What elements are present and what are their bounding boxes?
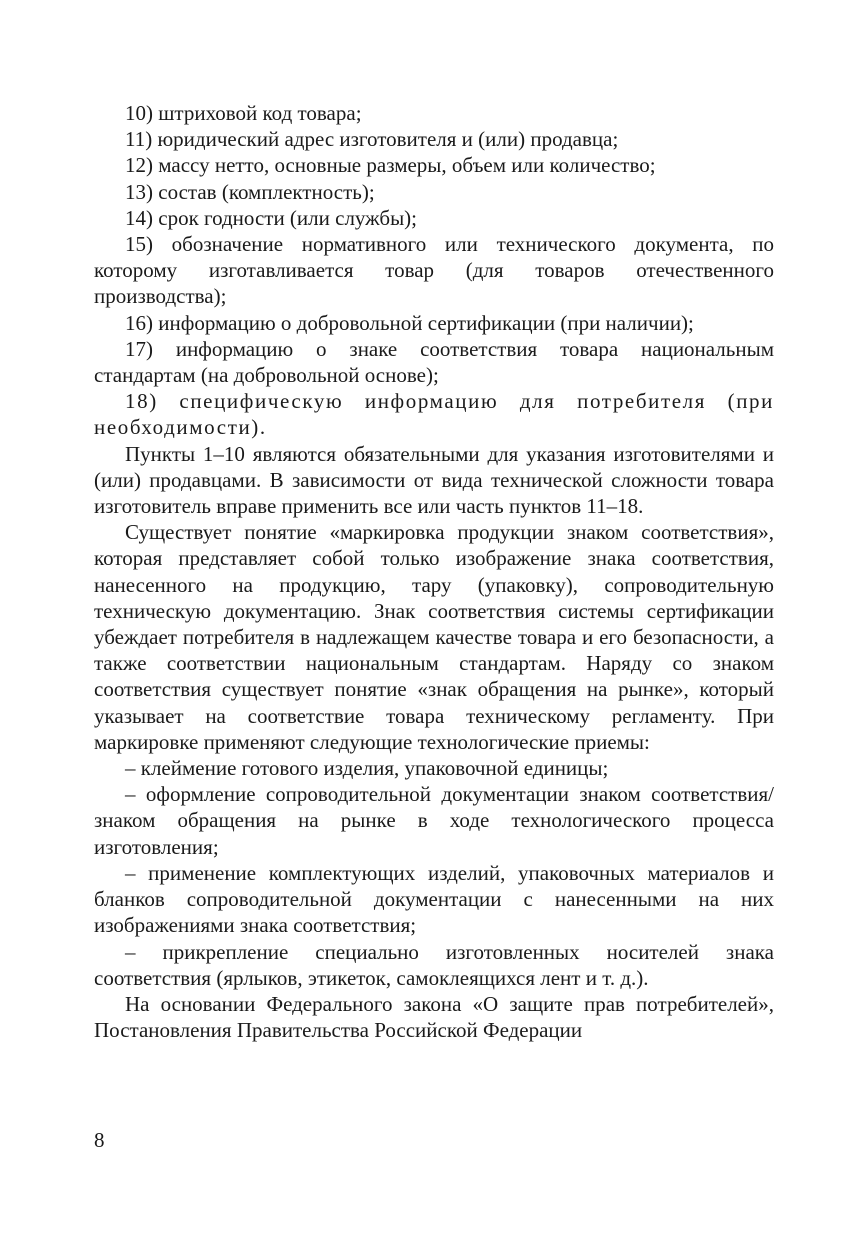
list-item-14: 14) срок годности (или службы); xyxy=(125,205,418,230)
dash-item-documentation: – оформление сопроводительной документации знаком соответствия/знаком обращения на рынке в ходе технологического процесса изготовления; xyxy=(94,782,774,859)
list-item-18: 18) специфическую информацию для потребителя (при необходимости). xyxy=(94,389,774,440)
dash-item-branding: – клеймение готового изделия, упаковочной единицы; xyxy=(125,756,609,781)
paragraph-mandatory-items: Пункты 1–10 являются обязательными для указания изготовителями и (или) продавцами. В зависимости от вида технической сложности товара изготовитель вправе применить все или часть пунктов 11–18. xyxy=(94,441,774,519)
list-item-10: 10) штриховой код товара; xyxy=(125,101,362,125)
dash-item-components: – применение комплектующих изделий, упаковочных материалов и бланков сопроводительной документации с нанесенными на них изображениями знака соответствия; xyxy=(94,860,774,938)
list-item-12: 12) массу нетто, основные размеры, объем или количество; xyxy=(125,153,656,178)
paragraph-marking-concept: Существует понятие «маркировка продукции знаком соответствия», которая представляет собой только изображение знака соответствия, нанесенного на продукцию, тару (упаковку), сопроводительную техническую документацию. Знак соответствия системы сертификации убеждает потребителя в надлежащем качестве товара и его безопасности, а также соответствии национальным стандартам. Наряду со знаком соответствия существует понятие «знак обращения на рынке», который указывает на соответствие товара техническому регламенту. При маркировке применяют следующие технологические приемы: xyxy=(94,520,774,754)
list-item-17: 17) информацию о знаке соответствия товара национальным стандартам (на добровольной основе); xyxy=(94,336,774,388)
list-item-11: 11) юридический адрес изготовителя и (или) продавца; xyxy=(125,127,619,152)
list-item-15: 15) обозначение нормативного или технического документа, по которому изготавливается товар (для товаров отечественного производства); xyxy=(94,232,774,309)
paragraph-federal-law: На основании Федерального закона «О защите прав потребителей», Постановления Правительства Российской Федерации xyxy=(94,991,774,1043)
page-number: 8 xyxy=(94,1128,105,1152)
list-item-16: 16) информацию о добровольной сертификации (при наличии); xyxy=(125,310,694,335)
page-body xyxy=(94,100,774,1043)
list-item-13: 13) состав (комплектность); xyxy=(125,179,375,204)
dash-item-labels: – прикрепление специально изготовленных носителей знака соответствия (ярлыков, этикеток, самоклеящихся лент и т. д.). xyxy=(94,939,774,990)
